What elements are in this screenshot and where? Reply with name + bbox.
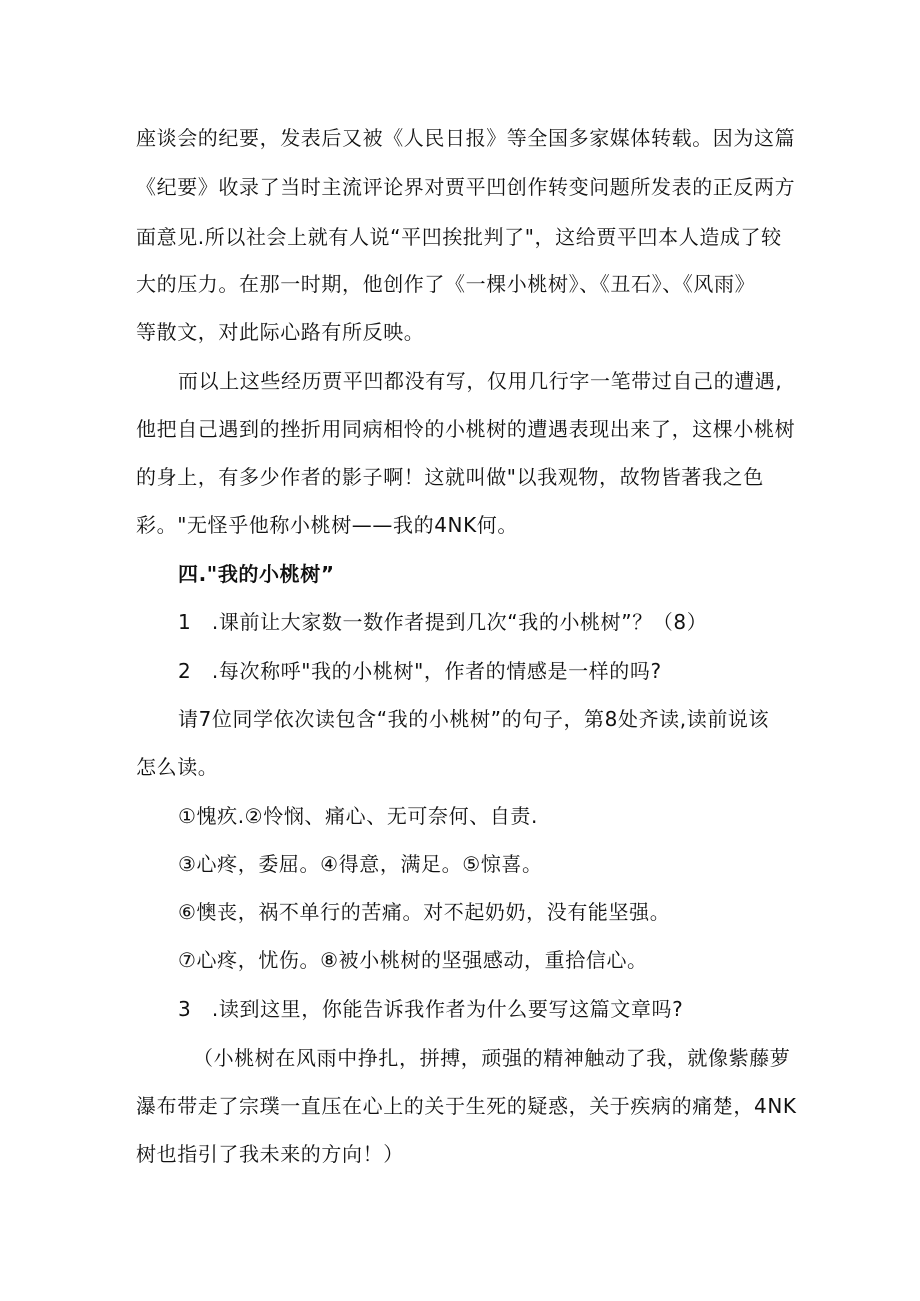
paragraph-line-1: 座谈会的纪要，发表后又被《人民日报》等全国多家媒体转载。因为这篇 [136, 126, 796, 150]
emotion-line-3: ⑥懊丧，祸不单行的苦痛。对不起奶奶，没有能坚强。 [178, 900, 671, 924]
instruction-line-2: 怎么读。 [136, 755, 219, 779]
answer-line-2: 瀑布带走了宗璞一直压在心上的关于生死的疑惑，关于疾病的痛楚，4NK [136, 1094, 797, 1118]
answer-line-1: （小桃树在风雨中挣扎，拼搏，顽强的精神触动了我，就像紫藤萝 [193, 1046, 791, 1070]
section-heading: 四."我的小桃树” [178, 562, 335, 586]
emotion-line-2: ③心疼，委屈。④得意，满足。⑤惊喜。 [178, 852, 543, 876]
paragraph-line-6: 而以上这些经历贾平凹都没有写，仅用几行字一笔带过自己的遭遇, [178, 369, 783, 393]
question-2: 2 .每次称呼"我的小桃树"，作者的情感是一样的吗? [178, 659, 662, 683]
question-3: 3 .读到这里，你能告诉我作者为什么要写这篇文章吗? [178, 997, 684, 1021]
paragraph-line-9: 彩。"无怪乎他称小桃树——我的4NK何。 [136, 513, 518, 537]
emotion-line-1: ①愧疚.②怜悯、痛心、无可奈何、自责. [178, 804, 538, 828]
paragraph-line-4: 大的压力。在那一时期，他创作了《一棵小桃树》、《丑石》、《风雨》 [136, 272, 756, 296]
paragraph-line-8: 的身上，有多少作者的影子啊！这就叫做"以我观物，故物皆著我之色 [136, 465, 764, 489]
paragraph-line-7: 他把自己遇到的挫折用同病相怜的小桃树的遭遇表现出来了，这棵小桃树 [136, 417, 796, 441]
paragraph-line-2: 《纪要》收录了当时主流评论界对贾平凹创作转变问题所发表的正反两方 [136, 175, 796, 199]
answer-line-3: 树也指引了我未来的方向！） [136, 1142, 404, 1166]
question-1: 1 .课前让大家数一数作者提到几次“我的小桃树”？（8） [178, 610, 708, 634]
paragraph-line-3: 面意见.所以社会上就有人说“平凹挨批判了"，这给贾平凹本人造成了较 [136, 225, 782, 249]
emotion-line-4: ⑦心疼，忧伤。⑧被小桃树的坚强感动，重拾信心。 [178, 948, 648, 972]
instruction-line-1: 请7位同学依次读包含“我的小桃树”的句子，第8处齐读,读前说该 [178, 707, 770, 731]
paragraph-line-5: 等散文，对此际心路有所反映。 [136, 320, 425, 344]
